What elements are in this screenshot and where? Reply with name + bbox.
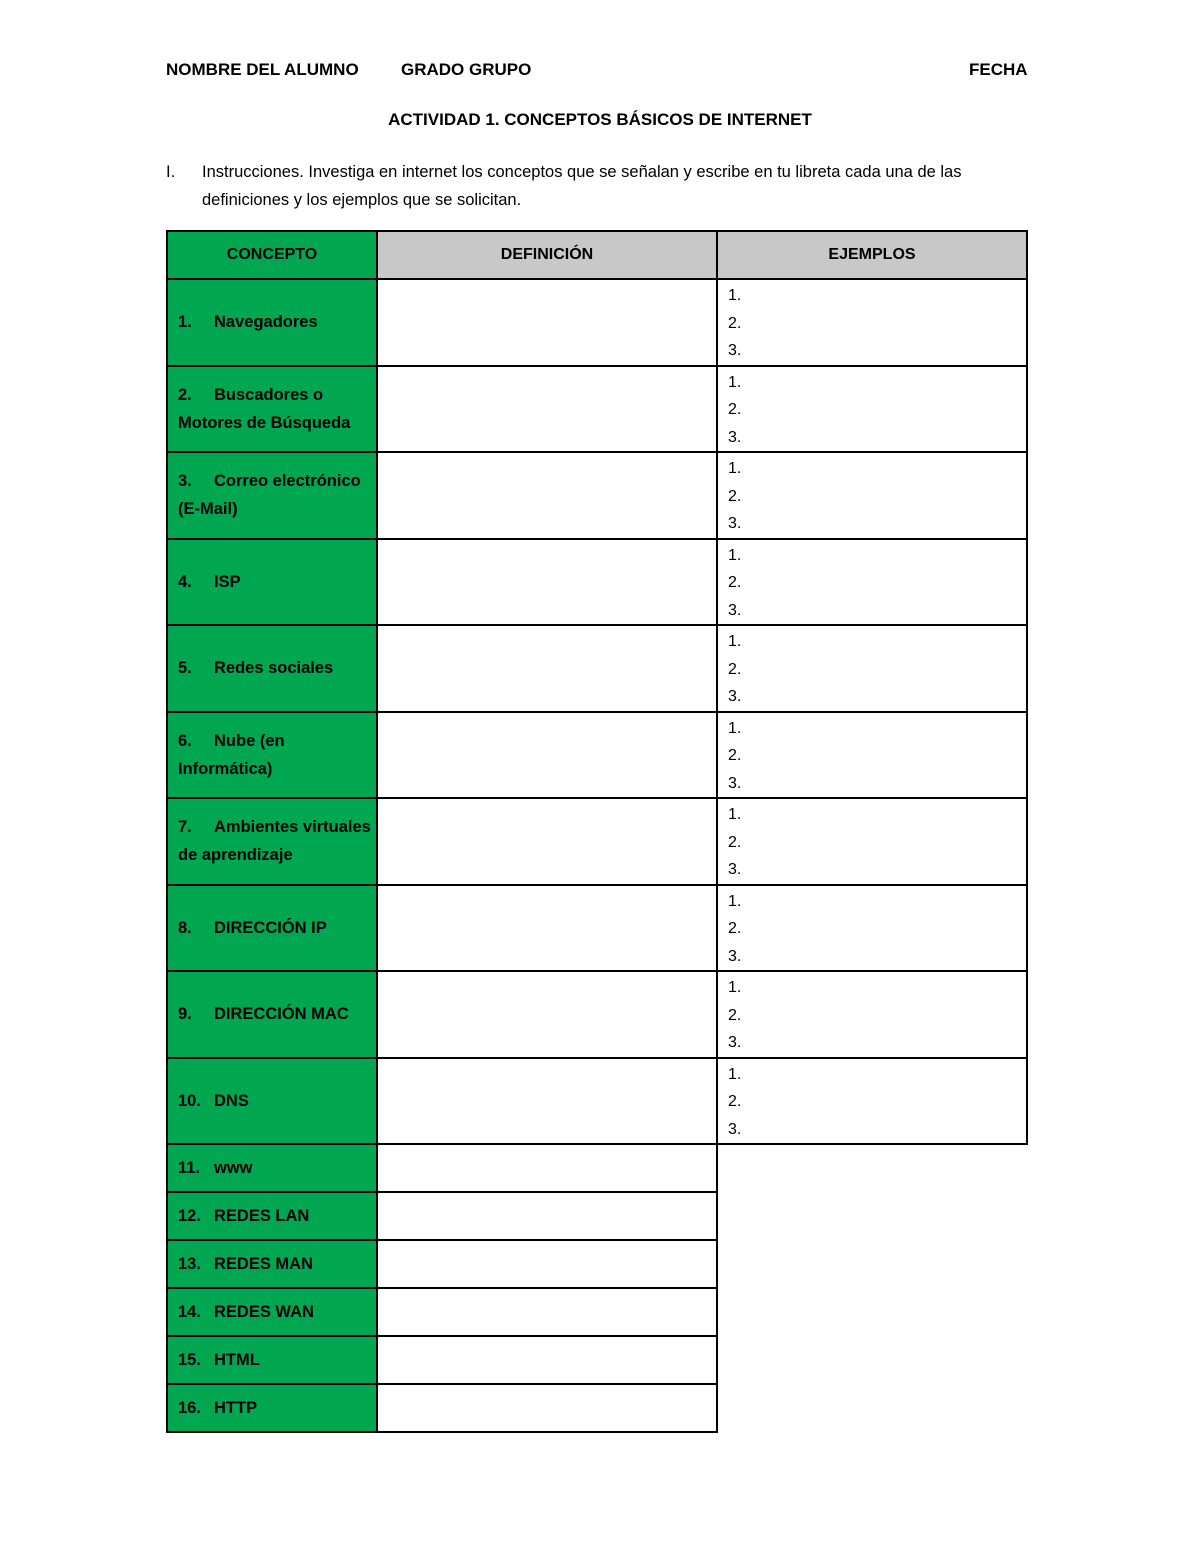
example-number: 3. <box>728 1034 742 1051</box>
examples-cell[interactable] <box>717 539 1027 626</box>
example-number: 1. <box>728 460 742 477</box>
definition-cell[interactable] <box>377 885 717 972</box>
example-number: 2. <box>728 1006 742 1024</box>
definition-cell[interactable] <box>377 279 717 366</box>
example-number: 2. <box>728 1093 742 1110</box>
table-row <box>167 1144 1027 1192</box>
concept-number: 11. <box>178 1159 201 1177</box>
examples-cell[interactable] <box>717 885 1027 972</box>
concept-label: REDES LAN <box>214 1207 310 1225</box>
concept-cell <box>167 452 377 539</box>
definition-cell[interactable] <box>377 452 717 539</box>
concept-label: DIRECCIÓN IP <box>214 918 327 937</box>
table-row <box>167 539 1027 626</box>
definition-cell[interactable] <box>377 1384 717 1432</box>
concept-number: 8. <box>178 918 192 937</box>
example-number: 3. <box>728 342 742 359</box>
page-title: ACTIVIDAD 1. CONCEPTOS BÁSICOS DE INTERNET <box>388 110 812 129</box>
examples-cell[interactable] <box>717 366 1027 453</box>
concept-label: DIRECCIÓN MAC <box>214 1005 349 1024</box>
concept-number: 13. <box>178 1255 201 1273</box>
concept-label: HTML <box>214 1351 260 1369</box>
example-number: 3. <box>728 428 742 446</box>
examples-cell[interactable] <box>717 798 1027 885</box>
concept-cell <box>167 712 377 799</box>
empty-cell <box>717 1288 1027 1336</box>
concept-cell <box>167 1192 377 1240</box>
definition-cell[interactable] <box>377 539 717 626</box>
concept-number: 14. <box>178 1303 201 1321</box>
header-definition: DEFINICIÓN <box>377 231 717 279</box>
concept-number: 2. <box>178 385 192 404</box>
example-number: 3. <box>728 947 742 965</box>
concept-cell <box>167 885 377 972</box>
concept-label: Correo electrónico (E-Mail) <box>178 472 361 519</box>
instructions-text: Instrucciones. Investiga en internet los conceptos que se señalan y escribe en tu libreta cada una de las definiciones y los ejemplos que se solicitan. <box>202 163 962 209</box>
table-row <box>167 712 1027 799</box>
concept-number: 16. <box>178 1399 201 1417</box>
example-number: 1. <box>728 373 742 391</box>
header-concept: CONCEPTO <box>167 231 377 279</box>
concept-label: REDES WAN <box>214 1303 314 1321</box>
examples-cell[interactable] <box>717 712 1027 799</box>
example-number: 3. <box>728 688 742 705</box>
table-row <box>167 1288 1027 1336</box>
table-row <box>167 452 1027 539</box>
example-number: 3. <box>728 774 742 792</box>
empty-cell <box>717 1336 1027 1384</box>
example-number: 3. <box>728 515 742 532</box>
table-row <box>167 971 1027 1058</box>
date-label: FECHA <box>969 60 1028 79</box>
example-number: 3. <box>728 1120 742 1138</box>
concept-number: 5. <box>178 659 192 678</box>
definition-cell[interactable] <box>377 971 717 1058</box>
example-number: 1. <box>728 287 742 304</box>
concept-number: 12. <box>178 1207 201 1225</box>
concept-number: 4. <box>178 572 192 591</box>
examples-cell[interactable] <box>717 971 1027 1058</box>
example-number: 2. <box>728 314 742 332</box>
example-number: 3. <box>728 601 742 619</box>
concepts-table <box>166 230 1028 1433</box>
concept-label: REDES MAN <box>214 1255 314 1273</box>
table-row <box>167 1384 1027 1432</box>
concept-label: www <box>214 1159 253 1177</box>
concept-cell <box>167 1144 377 1192</box>
example-number: 2. <box>728 487 742 505</box>
concept-number: 15. <box>178 1351 201 1369</box>
concept-cell <box>167 1240 377 1288</box>
table-row <box>167 798 1027 885</box>
concept-label: HTTP <box>214 1399 258 1417</box>
definition-cell[interactable] <box>377 1192 717 1240</box>
table-header-row <box>167 231 1027 279</box>
concept-label: DNS <box>214 1091 249 1110</box>
example-number: 1. <box>728 633 742 650</box>
concept-cell <box>167 1288 377 1336</box>
concept-label: ISP <box>214 572 241 591</box>
definition-cell[interactable] <box>377 1336 717 1384</box>
example-number: 1. <box>728 1065 742 1083</box>
examples-cell[interactable] <box>717 625 1027 712</box>
examples-cell[interactable] <box>717 1058 1027 1145</box>
concept-cell <box>167 539 377 626</box>
example-number: 2. <box>728 747 742 764</box>
example-number: 2. <box>728 920 742 937</box>
example-number: 1. <box>728 892 742 910</box>
concept-number: 9. <box>178 1005 192 1024</box>
definition-cell[interactable] <box>377 625 717 712</box>
example-number: 1. <box>728 719 742 737</box>
examples-cell[interactable] <box>717 452 1027 539</box>
table-row <box>167 279 1027 366</box>
empty-cell <box>717 1192 1027 1240</box>
table-row <box>167 625 1027 712</box>
concept-cell <box>167 798 377 885</box>
definition-cell[interactable] <box>377 712 717 799</box>
example-number: 1. <box>728 806 742 823</box>
definition-cell[interactable] <box>377 1144 717 1192</box>
definition-cell[interactable] <box>377 1240 717 1288</box>
concept-number: 1. <box>178 313 192 332</box>
concept-number: 7. <box>178 818 192 837</box>
table-row <box>167 1336 1027 1384</box>
concept-cell <box>167 971 377 1058</box>
student-name-label: NOMBRE DEL ALUMNO <box>166 60 359 79</box>
example-number: 2. <box>728 401 742 418</box>
example-number: 1. <box>728 979 742 996</box>
concept-label: Navegadores <box>214 313 318 332</box>
definition-cell[interactable] <box>377 798 717 885</box>
concept-number: 6. <box>178 731 192 750</box>
example-number: 1. <box>728 546 742 564</box>
concept-cell <box>167 279 377 366</box>
concept-label: Ambientes virtuales de aprendizaje <box>178 818 371 865</box>
instructions <box>166 158 1036 214</box>
empty-cell <box>717 1144 1027 1192</box>
concept-cell <box>167 366 377 453</box>
definition-cell[interactable] <box>377 1058 717 1145</box>
table-row <box>167 366 1027 453</box>
example-number: 3. <box>728 861 742 878</box>
instructions-number: I. <box>166 163 176 181</box>
grade-group-label: GRADO GRUPO <box>401 60 532 79</box>
examples-cell[interactable] <box>717 279 1027 366</box>
table-row <box>167 1192 1027 1240</box>
example-number: 2. <box>728 660 742 678</box>
concept-cell <box>167 625 377 712</box>
table-row <box>167 1058 1027 1145</box>
concept-number: 3. <box>178 472 192 491</box>
definition-cell[interactable] <box>377 366 717 453</box>
empty-cell <box>717 1240 1027 1288</box>
table-row <box>167 1240 1027 1288</box>
example-number: 2. <box>728 574 742 591</box>
example-number: 2. <box>728 833 742 851</box>
concept-cell <box>167 1058 377 1145</box>
concept-cell <box>167 1384 377 1432</box>
concept-label: Redes sociales <box>214 659 334 678</box>
definition-cell[interactable] <box>377 1288 717 1336</box>
empty-cell <box>717 1384 1027 1432</box>
concept-label: Nube (en Informática) <box>178 731 285 778</box>
table-row <box>167 885 1027 972</box>
header-examples: EJEMPLOS <box>717 231 1027 279</box>
concept-number: 10. <box>178 1091 201 1110</box>
concept-label: Buscadores o Motores de Búsqueda <box>178 385 351 432</box>
concept-cell <box>167 1336 377 1384</box>
